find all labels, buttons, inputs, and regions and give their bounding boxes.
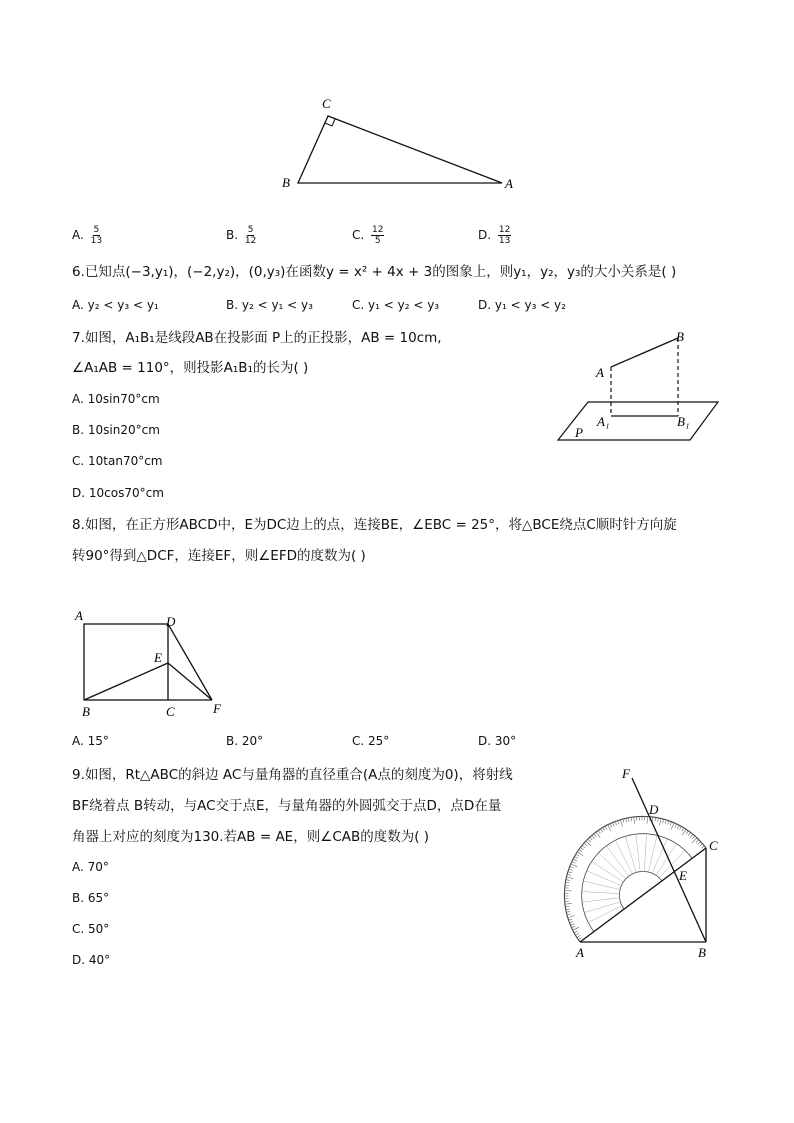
- protractor-tick: [567, 914, 571, 915]
- q5-option-a-den: 13: [90, 236, 103, 246]
- q9-label-d: D: [649, 802, 659, 817]
- q7-label-b: B: [676, 329, 684, 344]
- q5-option-c-letter: C.: [352, 228, 365, 242]
- q9-stem-line1: 9.如图，Rt△ABC的斜边 AC与量角器的直径重合(A点的刻度为0)，将射线: [72, 767, 513, 783]
- q8-stem-line2: 转90°得到△DCF，连接EF，则∠EFD的度数为( ): [72, 548, 366, 564]
- protractor-tick: [655, 817, 656, 821]
- protractor-tick: [690, 834, 693, 837]
- protractor-radial: [584, 902, 620, 913]
- q9-option-d[interactable]: D. 40°: [72, 953, 111, 967]
- protractor-tick: [677, 825, 679, 829]
- protractor-tick: [571, 924, 575, 926]
- q8-square-figure: [70, 605, 240, 720]
- q8-option-b[interactable]: B. 20°: [226, 734, 264, 748]
- protractor-tick: [620, 820, 622, 827]
- q5-label-b: B: [282, 175, 290, 190]
- q8-label-f: F: [213, 701, 221, 716]
- q6-option-b[interactable]: B. y₂ < y₁ < y₃: [226, 298, 313, 312]
- protractor-center-arc: [619, 871, 662, 909]
- q5-option-c-num: 12: [372, 225, 384, 235]
- q9-protractor-figure: [560, 762, 730, 962]
- q5-option-c-den: 5: [374, 236, 381, 246]
- q5-option-a-num: 5: [93, 225, 100, 235]
- q5-option-b-letter: B.: [226, 228, 239, 242]
- q5-option-d-den: 13: [498, 236, 511, 246]
- protractor-tick: [566, 909, 570, 910]
- q8-segment-df: [168, 624, 212, 700]
- protractor-tick: [579, 850, 582, 852]
- protractor-tick: [668, 821, 669, 825]
- q7-option-b[interactable]: B. 10sin20°cm: [72, 423, 160, 437]
- protractor-tick: [692, 836, 695, 839]
- protractor-tick: [671, 823, 674, 829]
- q7-option-d[interactable]: D. 10cos70°cm: [72, 486, 164, 500]
- q7-stem-line1: 7.如图，A₁B₁是线段AB在投影面 P上的正投影，AB = 10cm,: [72, 330, 442, 346]
- protractor-tick: [573, 859, 577, 861]
- q9-ray-bf: [632, 778, 706, 942]
- protractor-tick: [572, 861, 576, 863]
- protractor-tick: [615, 822, 616, 826]
- q7-segment-ab: [611, 338, 678, 367]
- q6-option-c[interactable]: C. y₁ < y₂ < y₃: [352, 298, 440, 312]
- q9-option-c[interactable]: C. 50°: [72, 922, 110, 936]
- protractor-radial: [606, 846, 629, 876]
- protractor-tick: [566, 880, 570, 881]
- protractor-tick: [652, 817, 653, 821]
- q7-label-b1: B₁: [677, 414, 690, 429]
- protractor-tick: [575, 933, 579, 935]
- q9-label-f: F: [622, 766, 630, 781]
- protractor-tick: [569, 869, 573, 870]
- q9-stem-line2: BF绕着点 B转动，与AC交于点E，与量角器的外圆弧交于点D，点D在量: [72, 798, 502, 814]
- q5-triangle-shape: [298, 116, 502, 183]
- protractor-radial: [587, 871, 622, 886]
- protractor-tick: [567, 877, 574, 879]
- protractor-tick: [701, 846, 704, 849]
- q7-label-p: P: [575, 425, 583, 440]
- q8-label-b: B: [82, 704, 90, 719]
- protractor-tick: [601, 829, 603, 832]
- protractor-tick: [618, 821, 619, 825]
- q9-option-a[interactable]: A. 70°: [72, 860, 109, 874]
- protractor-tick: [628, 818, 629, 822]
- q8-option-a[interactable]: A. 15°: [72, 734, 109, 748]
- protractor-tick: [569, 919, 573, 920]
- protractor-tick: [610, 824, 612, 828]
- protractor-tick: [570, 921, 574, 922]
- q5-option-d-letter: D.: [478, 228, 492, 242]
- protractor-tick: [682, 828, 684, 831]
- protractor-tick: [577, 852, 583, 856]
- protractor-tick: [598, 830, 600, 833]
- protractor-tick: [663, 819, 664, 823]
- q8-label-d: D: [166, 614, 176, 629]
- protractor-tick: [571, 864, 577, 867]
- q7-stem-line2: ∠A₁AB = 110°，则投影A₁B₁的长为( ): [72, 360, 309, 376]
- protractor-tick: [700, 844, 703, 847]
- protractor-radial: [648, 835, 657, 872]
- protractor-tick: [590, 837, 593, 840]
- protractor-tick: [577, 935, 580, 937]
- protractor-tick: [613, 823, 615, 827]
- q8-stem-line1: 8.如图，在正方形ABCD中，E为DC边上的点，连接BE，∠EBC = 25°，将△BCE绕点C顺时针方向旋: [72, 517, 677, 533]
- protractor-tick: [603, 827, 605, 831]
- protractor-tick: [626, 818, 627, 822]
- protractor-tick: [698, 842, 701, 845]
- q5-option-c[interactable]: [352, 225, 384, 246]
- q7-projection-figure: [550, 325, 730, 450]
- protractor-tick: [582, 845, 585, 848]
- protractor-tick: [696, 840, 699, 843]
- protractor-tick: [594, 834, 597, 837]
- protractor-tick: [578, 938, 581, 940]
- protractor-radial: [615, 840, 632, 874]
- q8-label-c: C: [166, 704, 175, 719]
- protractor-tick: [675, 824, 677, 828]
- q8-label-e: E: [154, 650, 162, 665]
- protractor-tick: [572, 926, 576, 928]
- protractor-tick: [576, 854, 579, 856]
- q5-label-c: C: [322, 96, 331, 111]
- protractor-tick: [568, 916, 575, 918]
- q5-option-d[interactable]: [478, 225, 511, 246]
- protractor-tick: [680, 826, 682, 830]
- q5-triangle-svg: [270, 90, 530, 200]
- protractor-tick: [581, 847, 584, 849]
- protractor-tick: [670, 822, 671, 826]
- protractor-tick: [608, 825, 611, 831]
- protractor-tick: [588, 839, 591, 842]
- protractor-tick: [565, 906, 569, 907]
- q8-square-svg: [70, 605, 240, 720]
- protractor-tick: [570, 867, 574, 868]
- q7-option-c[interactable]: C. 10tan70°cm: [72, 454, 163, 468]
- protractor-radial: [652, 839, 667, 874]
- q9-label-c: C: [709, 838, 718, 853]
- protractor-tick: [592, 835, 595, 838]
- q5-option-c-fraction: [371, 225, 384, 246]
- protractor-tick: [682, 829, 686, 835]
- protractor-tick: [574, 931, 578, 933]
- q5-option-d-fraction: [498, 225, 511, 246]
- q5-option-a-fraction: [91, 225, 102, 246]
- q7-label-a1: A₁: [597, 414, 610, 429]
- protractor-tick: [631, 817, 632, 821]
- protractor-tick: [568, 872, 572, 873]
- protractor-tick: [566, 911, 570, 912]
- protractor-radial: [636, 834, 640, 872]
- q9-label-b: B: [698, 945, 706, 960]
- q5-option-a-letter: A.: [72, 228, 84, 242]
- protractor-tick: [623, 819, 624, 823]
- q6-option-a[interactable]: A. y₂ < y₃ < y₁: [72, 298, 159, 312]
- q5-triangle-figure: [270, 90, 530, 200]
- protractor-radial: [644, 834, 646, 872]
- protractor-tick: [565, 903, 572, 904]
- protractor-tick: [665, 820, 666, 824]
- protractor-tick: [659, 819, 661, 826]
- q7-option-a[interactable]: A. 10sin70°cm: [72, 392, 160, 406]
- q9-option-b[interactable]: B. 65°: [72, 891, 110, 905]
- protractor-inner-arc: [582, 834, 692, 932]
- q8-option-d[interactable]: D. 30°: [478, 734, 517, 748]
- protractor-tick: [574, 857, 578, 859]
- protractor-radial: [582, 898, 620, 902]
- q5-option-b-den: 12: [244, 236, 257, 246]
- q5-option-b-fraction: [245, 225, 256, 246]
- protractor-radial: [625, 836, 636, 872]
- q9-label-e: E: [679, 868, 687, 883]
- q9-label-a: A: [576, 945, 584, 960]
- q5-option-a[interactable]: [72, 225, 102, 246]
- protractor-tick: [584, 843, 587, 846]
- q5-option-b[interactable]: [226, 225, 256, 246]
- q8-segment-ef: [168, 663, 212, 700]
- q6-option-d[interactable]: D. y₁ < y₃ < y₂: [478, 298, 566, 312]
- q7-projection-svg: [550, 325, 730, 450]
- protractor-tick: [565, 885, 569, 886]
- q9-protractor-svg: [560, 762, 730, 962]
- q8-segment-be: [84, 663, 168, 700]
- q6-stem: 6.已知点(−3,y₁)，(−2,y₂)，(0,y₃)在函数y = x² + 4x + 3的图象上，则y₁，y₂，y₃的大小关系是( ): [72, 264, 677, 280]
- protractor-radial: [583, 881, 620, 890]
- protractor-tick: [567, 874, 571, 875]
- protractor-tick: [686, 831, 688, 834]
- q7-label-a: A: [596, 365, 604, 380]
- q5-label-a: A: [505, 176, 513, 191]
- q8-label-a: A: [75, 608, 83, 623]
- protractor-diameter-ac: [580, 848, 706, 942]
- protractor-tick: [573, 927, 579, 930]
- protractor-tick: [605, 826, 607, 830]
- protractor-radial: [582, 892, 620, 894]
- protractor-tick: [658, 818, 659, 822]
- q9-stem-line3: 角器上对应的刻度为130.若AB = AE，则∠CAB的度数为( ): [72, 829, 430, 845]
- protractor-tick: [634, 817, 635, 824]
- protractor-tick: [688, 833, 690, 836]
- q5-option-d-num: 12: [498, 225, 511, 235]
- q5-option-b-num: 5: [247, 225, 254, 235]
- protractor-tick: [565, 882, 569, 883]
- q8-option-c[interactable]: C. 25°: [352, 734, 390, 748]
